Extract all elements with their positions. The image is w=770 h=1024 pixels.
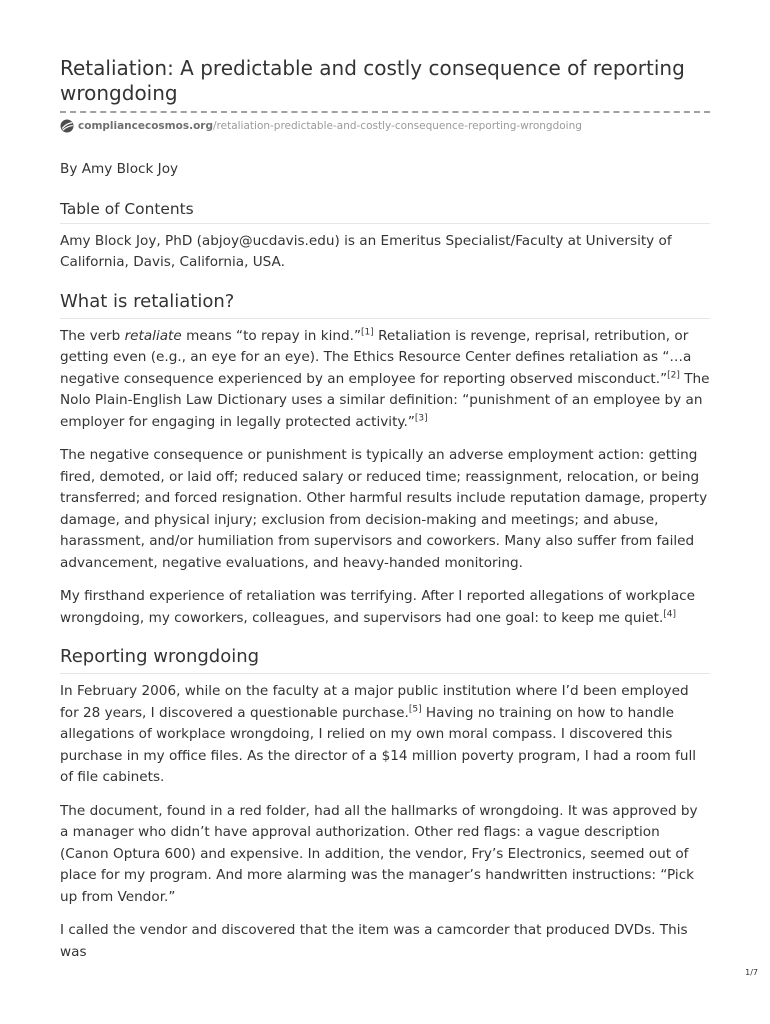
footnote-ref-3[interactable]: [3] — [414, 412, 428, 423]
byline: By Amy Block Joy — [60, 161, 179, 177]
source-link[interactable] — [60, 119, 710, 133]
source-path[interactable]: /retaliation-predictable-and-costly-consequence-reporting-wrongdoing — [213, 120, 582, 132]
toc-heading[interactable]: Table of Contents — [60, 199, 710, 224]
footnote-ref-1[interactable]: [1] — [361, 326, 374, 337]
paragraph: The verb retaliate means “to repay in kind.”[1] Retaliation is revenge, reprisal, retribution, or getting even (e.g., an eye for an eye). The Ethics Resource Center defines retaliation as “…a negative consequence experienced by an employee for reporting observed misconduct.”[2] The Nolo Plain-English Law Dictionary uses a similar definition: “punishment of an employee by an employer for engaging in legally protected activity.”[3] — [60, 326, 710, 430]
paragraph: My firsthand experience of retaliation was terrifying. After I reported allegations of workplace wrongdoing, my coworkers, colleagues, and supervisors had one goal: to keep me quiet.[4] — [60, 588, 695, 626]
paragraph: I called the vendor and discovered that the item was a camcorder that produced DVDs. This was — [60, 922, 688, 960]
author-affiliation: Amy Block Joy, PhD (abjoy@ucdavis.edu) is an Emeritus Specialist/Faculty at University of California, Davis, California, USA. — [60, 232, 672, 270]
paragraph: The document, found in a red folder, had all the hallmarks of wrongdoing. It was approved by a manager who didn’t have approval authorization. Other red flags: a vague description (Canon Optura 600) and expensive. In addition, the vendor, Fry’s Electronics, seemed out of place for my program. And more alarming was the manager’s handwritten instructions: “Pick up from Vendor.” — [60, 802, 698, 905]
site-logo-icon — [60, 119, 74, 133]
section-retaliation — [60, 326, 710, 630]
article — [60, 56, 710, 963]
section-heading-reporting: Reporting wrongdoing — [60, 645, 710, 674]
source-domain[interactable]: compliancecosmos.org — [78, 120, 213, 132]
section-reporting — [60, 681, 710, 963]
section-heading-retaliation: What is retaliation? — [60, 290, 710, 319]
footnote-ref-2[interactable]: [2] — [667, 369, 680, 380]
page-number: 1/7 — [745, 968, 758, 977]
paragraph: The negative consequence or punishment is typically an adverse employment action: getting fired, demoted, or laid off; reduced salary or reduced time; reassignment, relocation, or being transferred; and forced resignation. Other harmful results include reputation damage, property damage, and physical injury; exclusion from decision-making and meetings; and abuse, harassment, and/or humiliation from supervisors and coworkers. Many also suffer from failed advancement, negative evaluations, and heavy-handed monitoring. — [60, 447, 708, 571]
footnote-ref-5[interactable]: [5] — [408, 703, 422, 714]
title-divider — [60, 111, 710, 113]
page-title: Retaliation: A predictable and costly consequence of reporting wrongdoing — [60, 56, 685, 105]
footnote-ref-4[interactable]: [4] — [663, 608, 677, 619]
paragraph: In February 2006, while on the faculty at a major public institution where I’d been employed for 28 years, I discovered a questionable purchase.[5] Having no training on how to handle allegations of workplace wrongdoing, I relied on my own moral compass. I discovered this purchase in my office files. As the director of a $14 million poverty program, I had a room full of file cabinets. — [60, 683, 697, 785]
emphasis-retaliate: retaliate — [124, 327, 182, 344]
